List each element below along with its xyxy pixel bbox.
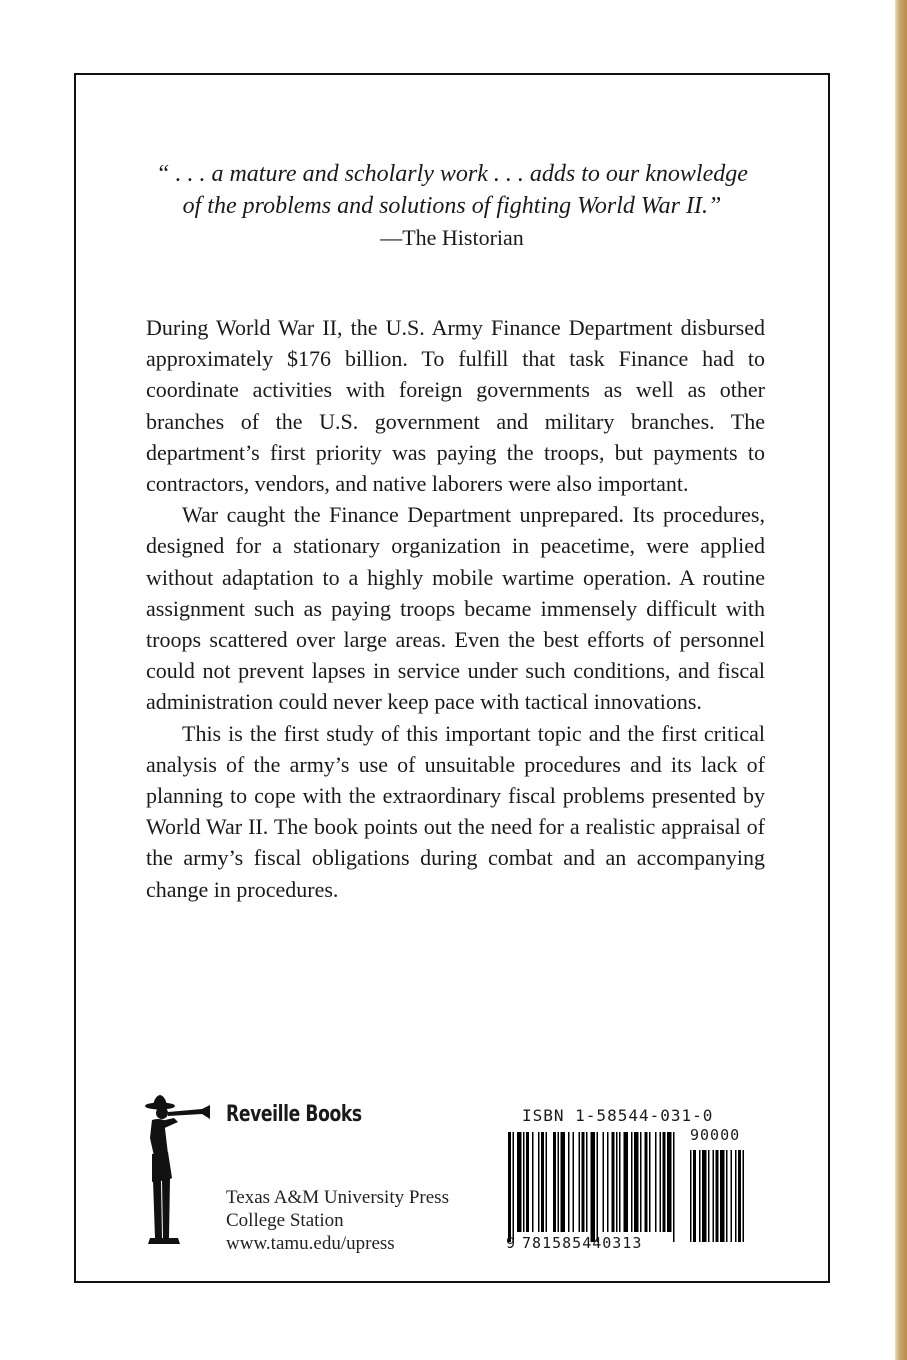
ean-number: 781585440313 — [522, 1234, 643, 1252]
book-description — [146, 312, 765, 905]
barcode — [504, 1128, 764, 1248]
quote-line-2: of the problems and solutions of fighting World War II.” — [182, 193, 722, 219]
price-code: 90000 — [690, 1126, 741, 1144]
publisher-info — [226, 1186, 449, 1255]
isbn-label: ISBN 1-58544-031-0 — [522, 1106, 714, 1125]
publisher-url: www.tamu.edu/upress — [226, 1233, 395, 1254]
review-quote — [74, 158, 830, 222]
quote-attribution: —The Historian — [380, 225, 524, 250]
quote-line-1: “ . . . a mature and scholarly work . . . adds to our knowledge — [156, 161, 748, 187]
ean-first-digit: 9 — [506, 1234, 517, 1252]
description-paragraph-3: This is the first study of this important topic and the first critical analysis of the army’s use of unsuitable procedures and its lack of planning to cope with the extraordinary fiscal problems presented by World War II. The book points out the need for a realistic appraisal of the army’s fiscal obligations during combat and an accompanying change in procedures. — [146, 720, 765, 902]
series-name: Reveille Books — [226, 1102, 362, 1127]
description-paragraph-2: War caught the Finance Department unprepared. Its procedures, designed for a stationary organization in peacetime, were applied without adaptation to a highly mobile wartime operation. A routine assignment such as paying troops became immensely difficult with troops scattered over large areas. Even the best efforts of personnel could not prevent lapses in service under such conditions, and fiscal administration could never keep pace with tactical innovations. — [146, 502, 765, 715]
publisher-location: College Station — [226, 1210, 344, 1231]
description-paragraph-1: During World War II, the U.S. Army Finance Department disbursed approximately $176 billion. To fulfill that task Finance had to coordinate activities with foreign governments as well as other branches of the U.S. government and military branches. The department’s first priority was paying the troops, but payments to contractors, vendors, and native laborers were also important. — [146, 315, 765, 497]
ean-digits — [506, 1234, 642, 1252]
bugler-silhouette-icon — [138, 1092, 218, 1252]
publisher-name: Texas A&M University Press — [226, 1187, 449, 1208]
spine-edge — [895, 0, 907, 1360]
